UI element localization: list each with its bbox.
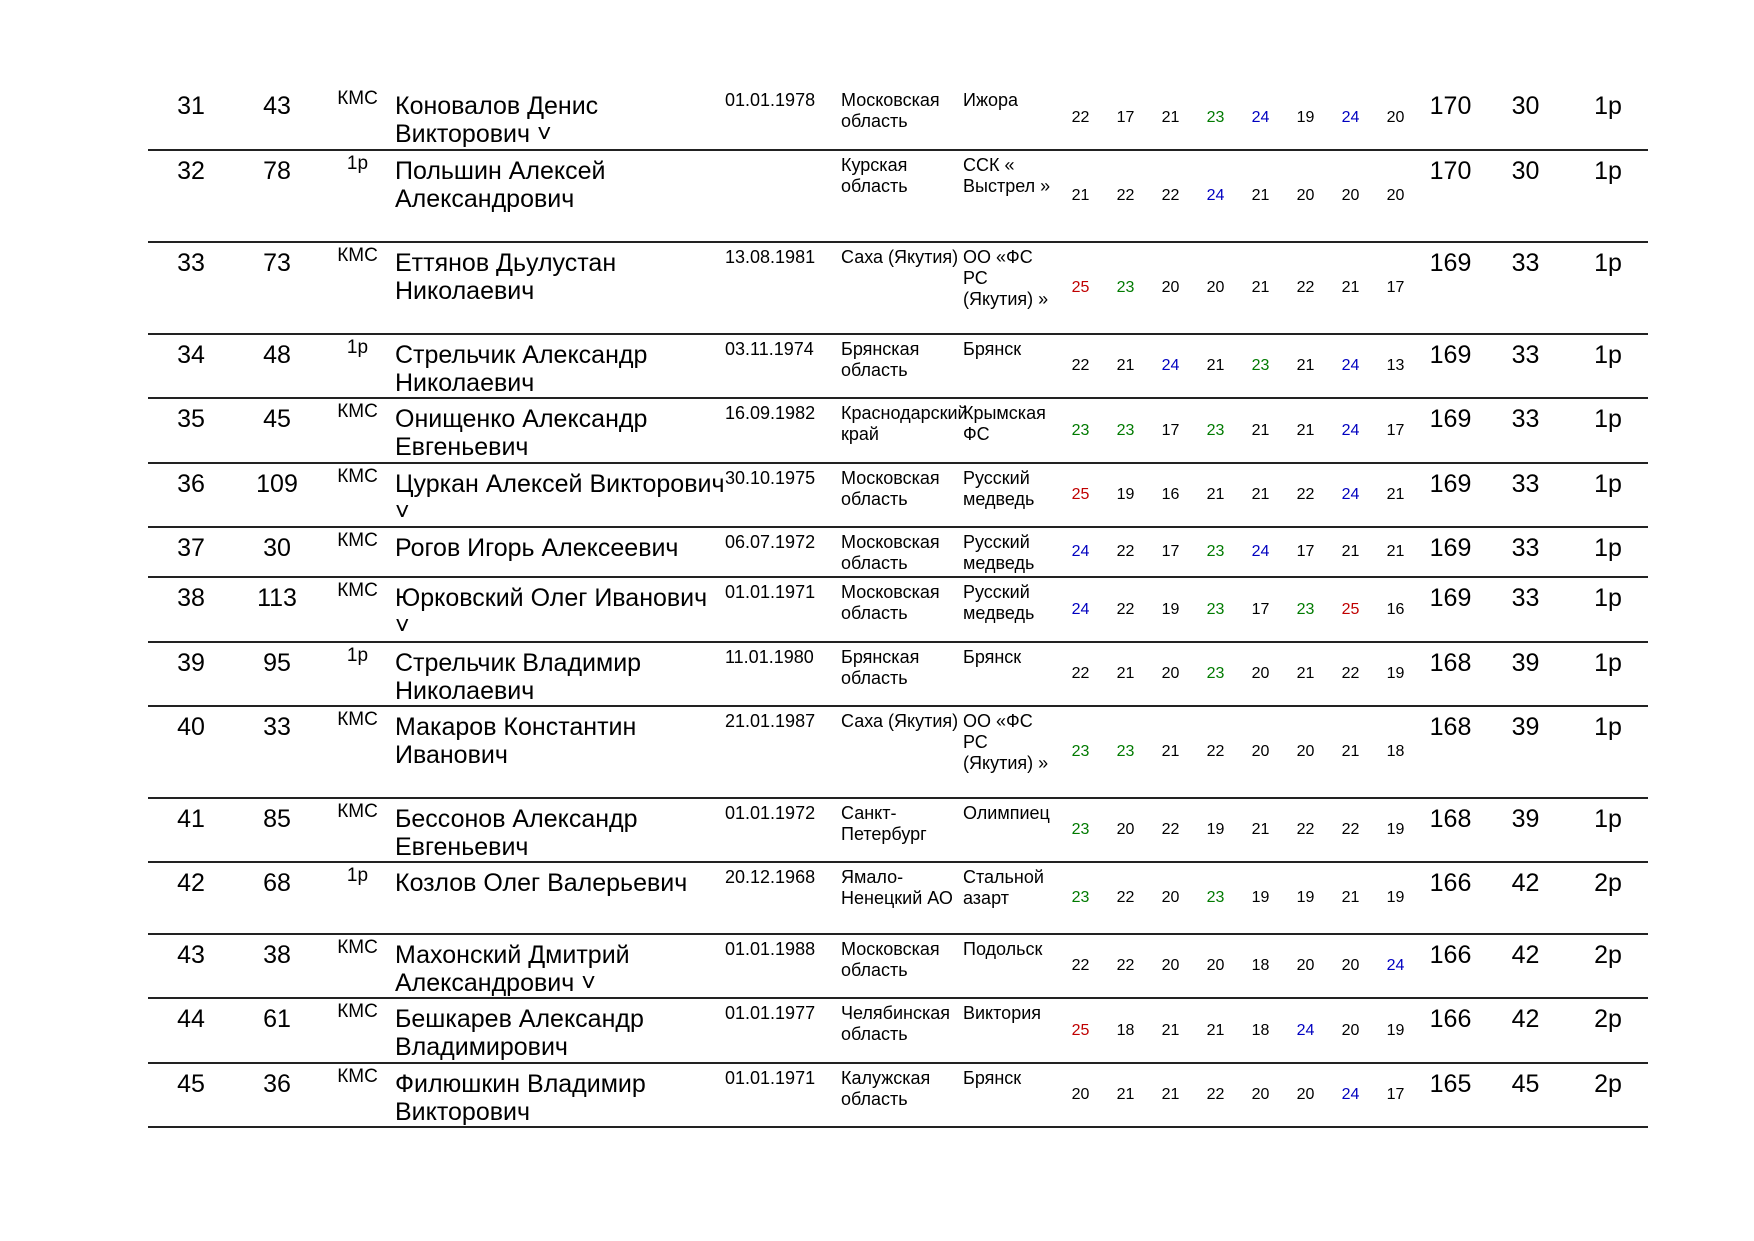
- score-cell: 19: [1373, 998, 1418, 1063]
- class-cell: 1р: [1568, 798, 1648, 862]
- rank-cell: КМС: [320, 706, 395, 798]
- score-cell: 24: [1193, 150, 1238, 242]
- score-cell: 22: [1058, 86, 1103, 150]
- class-cell: 1р: [1568, 642, 1648, 706]
- score-cell: 17: [1373, 398, 1418, 463]
- region-cell: Саха (Якутия): [841, 706, 963, 798]
- table-row: [148, 998, 1648, 1063]
- rank-cell: КМС: [320, 998, 395, 1063]
- bib-number-cell: 61: [234, 998, 320, 1063]
- score-cell: 23: [1058, 706, 1103, 798]
- region-cell: Челябинская область: [841, 998, 963, 1063]
- table-row: [148, 577, 1648, 642]
- bib-number-cell: 38: [234, 934, 320, 998]
- birth-date-cell: 03.11.1974: [725, 334, 841, 398]
- bib-number-cell: 95: [234, 642, 320, 706]
- bib-number-cell: 68: [234, 862, 320, 934]
- score-cell: 20: [1373, 150, 1418, 242]
- rank-cell: 1р: [320, 334, 395, 398]
- place-cell: 42: [148, 862, 234, 934]
- class-cell: 1р: [1568, 150, 1648, 242]
- score-cell: 24: [1373, 934, 1418, 998]
- score-cell: 21: [1283, 334, 1328, 398]
- athlete-name-cell: Стрельчик Александр Николаевич: [395, 334, 725, 398]
- athlete-name-cell: Онищенко Александр Евгеньевич: [395, 398, 725, 463]
- score-cell: 20: [1283, 1063, 1328, 1127]
- bib-number-cell: 43: [234, 86, 320, 150]
- table-row: [148, 527, 1648, 577]
- score-cell: 23: [1103, 398, 1148, 463]
- score-cell: 19: [1373, 862, 1418, 934]
- rank-cell: 1р: [320, 642, 395, 706]
- place-cell: 37: [148, 527, 234, 577]
- birth-date-cell: 16.09.1982: [725, 398, 841, 463]
- region-cell: Брянская область: [841, 334, 963, 398]
- score-cell: 20: [1148, 642, 1193, 706]
- table-row: [148, 1063, 1648, 1127]
- score-cell: 19: [1373, 798, 1418, 862]
- table-row: [148, 798, 1648, 862]
- table-row: [148, 242, 1648, 334]
- club-cell: Стальной азарт: [963, 862, 1058, 934]
- region-cell: Московская область: [841, 934, 963, 998]
- score-cell: 17: [1148, 398, 1193, 463]
- bib-number-cell: 33: [234, 706, 320, 798]
- score-cell: 21: [1238, 798, 1283, 862]
- score-cell: 23: [1058, 798, 1103, 862]
- score-cell: 24: [1328, 1063, 1373, 1127]
- score-cell: 16: [1148, 463, 1193, 527]
- club-cell: Русский медведь: [963, 527, 1058, 577]
- rank-cell: КМС: [320, 398, 395, 463]
- region-cell: Ямало-Ненецкий АО: [841, 862, 963, 934]
- score-cell: 21: [1238, 463, 1283, 527]
- score-cell: 21: [1148, 998, 1193, 1063]
- bib-number-cell: 45: [234, 398, 320, 463]
- score-cell: 21: [1148, 1063, 1193, 1127]
- rank-cell: КМС: [320, 577, 395, 642]
- score-cell: 22: [1283, 242, 1328, 334]
- place-cell: 39: [148, 642, 234, 706]
- rank-cell: КМС: [320, 86, 395, 150]
- club-cell: Ижора: [963, 86, 1058, 150]
- score-cell: 20: [1148, 242, 1193, 334]
- score-cell: 25: [1058, 463, 1103, 527]
- club-cell: ОО «ФС РС (Якутия) »: [963, 706, 1058, 798]
- score-cell: 22: [1103, 150, 1148, 242]
- class-cell: 2р: [1568, 862, 1648, 934]
- club-cell: Русский медведь: [963, 577, 1058, 642]
- score-cell: 19: [1283, 86, 1328, 150]
- table-row: [148, 398, 1648, 463]
- position-cell: 39: [1483, 642, 1568, 706]
- score-cell: 20: [1148, 934, 1193, 998]
- total-cell: 169: [1418, 527, 1483, 577]
- score-cell: 22: [1328, 798, 1373, 862]
- score-cell: 20: [1283, 934, 1328, 998]
- rank-cell: КМС: [320, 798, 395, 862]
- athlete-name-cell: Бешкарев Александр Владимирович: [395, 998, 725, 1063]
- athlete-name-cell: Коновалов Денис Викторович ˅: [395, 86, 725, 150]
- club-cell: Русский медведь: [963, 463, 1058, 527]
- class-cell: 1р: [1568, 86, 1648, 150]
- total-cell: 165: [1418, 1063, 1483, 1127]
- club-cell: ОО «ФС РС (Якутия) »: [963, 242, 1058, 334]
- athlete-name-cell: Рогов Игорь Алексеевич: [395, 527, 725, 577]
- place-cell: 36: [148, 463, 234, 527]
- score-cell: 21: [1373, 527, 1418, 577]
- athlete-name-cell: Юрковский Олег Иванович ˅: [395, 577, 725, 642]
- score-cell: 21: [1283, 642, 1328, 706]
- score-cell: 16: [1373, 577, 1418, 642]
- birth-date-cell: 13.08.1981: [725, 242, 841, 334]
- total-cell: 170: [1418, 86, 1483, 150]
- position-cell: 33: [1483, 527, 1568, 577]
- position-cell: 42: [1483, 862, 1568, 934]
- score-cell: 21: [1148, 706, 1193, 798]
- score-cell: 22: [1328, 642, 1373, 706]
- position-cell: 39: [1483, 706, 1568, 798]
- bib-number-cell: 48: [234, 334, 320, 398]
- score-cell: 20: [1238, 1063, 1283, 1127]
- athlete-name-cell: Еттянов Дьулустан Николаевич: [395, 242, 725, 334]
- region-cell: Курская область: [841, 150, 963, 242]
- score-cell: 21: [1193, 463, 1238, 527]
- score-cell: 19: [1283, 862, 1328, 934]
- score-cell: 23: [1193, 577, 1238, 642]
- results-table: [148, 86, 1648, 1128]
- region-cell: Краснодарский край: [841, 398, 963, 463]
- total-cell: 166: [1418, 998, 1483, 1063]
- position-cell: 39: [1483, 798, 1568, 862]
- score-cell: 20: [1058, 1063, 1103, 1127]
- region-cell: Московская область: [841, 463, 963, 527]
- region-cell: Санкт-Петербург: [841, 798, 963, 862]
- place-cell: 45: [148, 1063, 234, 1127]
- score-cell: 20: [1373, 86, 1418, 150]
- birth-date-cell: 30.10.1975: [725, 463, 841, 527]
- total-cell: 168: [1418, 642, 1483, 706]
- birth-date-cell: 01.01.1988: [725, 934, 841, 998]
- score-cell: 23: [1193, 527, 1238, 577]
- birth-date-cell: 20.12.1968: [725, 862, 841, 934]
- rank-cell: КМС: [320, 463, 395, 527]
- score-cell: 19: [1238, 862, 1283, 934]
- table-row: [148, 86, 1648, 150]
- bib-number-cell: 78: [234, 150, 320, 242]
- rank-cell: КМС: [320, 242, 395, 334]
- region-cell: Калужская область: [841, 1063, 963, 1127]
- score-cell: 20: [1193, 934, 1238, 998]
- position-cell: 30: [1483, 86, 1568, 150]
- athlete-name-cell: Козлов Олег Валерьевич: [395, 862, 725, 934]
- position-cell: 45: [1483, 1063, 1568, 1127]
- score-cell: 23: [1193, 862, 1238, 934]
- bib-number-cell: 30: [234, 527, 320, 577]
- score-cell: 21: [1238, 398, 1283, 463]
- score-cell: 21: [1283, 398, 1328, 463]
- total-cell: 168: [1418, 706, 1483, 798]
- class-cell: 1р: [1568, 242, 1648, 334]
- score-cell: 24: [1058, 527, 1103, 577]
- class-cell: 2р: [1568, 934, 1648, 998]
- score-cell: 18: [1373, 706, 1418, 798]
- total-cell: 166: [1418, 862, 1483, 934]
- score-cell: 22: [1058, 642, 1103, 706]
- total-cell: 166: [1418, 934, 1483, 998]
- score-cell: 21: [1328, 706, 1373, 798]
- total-cell: 168: [1418, 798, 1483, 862]
- score-cell: 18: [1103, 998, 1148, 1063]
- region-cell: Московская область: [841, 86, 963, 150]
- score-cell: 22: [1103, 934, 1148, 998]
- score-cell: 19: [1103, 463, 1148, 527]
- score-cell: 23: [1058, 398, 1103, 463]
- score-cell: 22: [1103, 862, 1148, 934]
- region-cell: Московская область: [841, 577, 963, 642]
- rank-cell: 1р: [320, 862, 395, 934]
- score-cell: 20: [1328, 998, 1373, 1063]
- athlete-name-cell: Макаров Константин Иванович: [395, 706, 725, 798]
- score-cell: 21: [1328, 527, 1373, 577]
- total-cell: 169: [1418, 334, 1483, 398]
- athlete-name-cell: Польшин Алексей Александрович: [395, 150, 725, 242]
- score-cell: 22: [1193, 1063, 1238, 1127]
- position-cell: 42: [1483, 998, 1568, 1063]
- score-cell: 20: [1238, 706, 1283, 798]
- position-cell: 33: [1483, 463, 1568, 527]
- score-cell: 21: [1103, 642, 1148, 706]
- total-cell: 170: [1418, 150, 1483, 242]
- class-cell: 2р: [1568, 1063, 1648, 1127]
- score-cell: 19: [1373, 642, 1418, 706]
- score-cell: 22: [1058, 934, 1103, 998]
- table-row: [148, 463, 1648, 527]
- table-row: [148, 862, 1648, 934]
- place-cell: 35: [148, 398, 234, 463]
- score-cell: 20: [1283, 150, 1328, 242]
- club-cell: Виктория: [963, 998, 1058, 1063]
- position-cell: 33: [1483, 398, 1568, 463]
- place-cell: 40: [148, 706, 234, 798]
- score-cell: 22: [1103, 577, 1148, 642]
- birth-date-cell: 01.01.1977: [725, 998, 841, 1063]
- score-cell: 20: [1103, 798, 1148, 862]
- birth-date-cell: 11.01.1980: [725, 642, 841, 706]
- total-cell: 169: [1418, 463, 1483, 527]
- club-cell: Олимпиец: [963, 798, 1058, 862]
- score-cell: 20: [1328, 934, 1373, 998]
- birth-date-cell: 01.01.1971: [725, 1063, 841, 1127]
- score-cell: 25: [1058, 242, 1103, 334]
- club-cell: Брянск: [963, 1063, 1058, 1127]
- score-cell: 17: [1238, 577, 1283, 642]
- athlete-name-cell: Махонский Дмитрий Александрович ˅: [395, 934, 725, 998]
- score-cell: 22: [1103, 527, 1148, 577]
- birth-date-cell: 01.01.1972: [725, 798, 841, 862]
- table-row: [148, 934, 1648, 998]
- athlete-name-cell: Филюшкин Владимир Викторович: [395, 1063, 725, 1127]
- athlete-name-cell: Цуркан Алексей Викторович ˅: [395, 463, 725, 527]
- score-cell: 24: [1328, 398, 1373, 463]
- class-cell: 2р: [1568, 998, 1648, 1063]
- class-cell: 1р: [1568, 706, 1648, 798]
- score-cell: 24: [1238, 86, 1283, 150]
- total-cell: 169: [1418, 398, 1483, 463]
- club-cell: Подольск: [963, 934, 1058, 998]
- score-cell: 22: [1058, 334, 1103, 398]
- score-cell: 18: [1238, 998, 1283, 1063]
- birth-date-cell: [725, 150, 841, 242]
- score-cell: 21: [1328, 242, 1373, 334]
- score-cell: 20: [1148, 862, 1193, 934]
- class-cell: 1р: [1568, 398, 1648, 463]
- score-cell: 22: [1193, 706, 1238, 798]
- total-cell: 169: [1418, 577, 1483, 642]
- position-cell: 33: [1483, 577, 1568, 642]
- bib-number-cell: 73: [234, 242, 320, 334]
- score-cell: 21: [1238, 242, 1283, 334]
- score-cell: 21: [1193, 334, 1238, 398]
- place-cell: 31: [148, 86, 234, 150]
- bib-number-cell: 109: [234, 463, 320, 527]
- score-cell: 23: [1283, 577, 1328, 642]
- score-cell: 24: [1328, 334, 1373, 398]
- score-cell: 21: [1238, 150, 1283, 242]
- birth-date-cell: 06.07.1972: [725, 527, 841, 577]
- results-body: [148, 86, 1648, 1127]
- class-cell: 1р: [1568, 577, 1648, 642]
- score-cell: 17: [1373, 242, 1418, 334]
- club-cell: Крымская ФС: [963, 398, 1058, 463]
- score-cell: 24: [1148, 334, 1193, 398]
- rank-cell: КМС: [320, 934, 395, 998]
- club-cell: Брянск: [963, 334, 1058, 398]
- score-cell: 17: [1103, 86, 1148, 150]
- birth-date-cell: 01.01.1978: [725, 86, 841, 150]
- score-cell: 22: [1148, 150, 1193, 242]
- class-cell: 1р: [1568, 463, 1648, 527]
- position-cell: 33: [1483, 242, 1568, 334]
- athlete-name-cell: Бессонов Александр Евгеньевич: [395, 798, 725, 862]
- score-cell: 23: [1193, 398, 1238, 463]
- region-cell: Брянская область: [841, 642, 963, 706]
- rank-cell: КМС: [320, 1063, 395, 1127]
- score-cell: 19: [1148, 577, 1193, 642]
- score-cell: 25: [1058, 998, 1103, 1063]
- score-cell: 23: [1193, 86, 1238, 150]
- score-cell: 17: [1148, 527, 1193, 577]
- score-cell: 22: [1283, 798, 1328, 862]
- score-cell: 24: [1328, 86, 1373, 150]
- total-cell: 169: [1418, 242, 1483, 334]
- rank-cell: 1р: [320, 150, 395, 242]
- club-cell: Брянск: [963, 642, 1058, 706]
- birth-date-cell: 01.01.1971: [725, 577, 841, 642]
- region-cell: Саха (Якутия): [841, 242, 963, 334]
- score-cell: 13: [1373, 334, 1418, 398]
- table-row: [148, 334, 1648, 398]
- score-cell: 20: [1328, 150, 1373, 242]
- region-cell: Московская область: [841, 527, 963, 577]
- score-cell: 21: [1373, 463, 1418, 527]
- score-cell: 20: [1193, 242, 1238, 334]
- score-cell: 23: [1103, 242, 1148, 334]
- score-cell: 21: [1148, 86, 1193, 150]
- place-cell: 38: [148, 577, 234, 642]
- place-cell: 41: [148, 798, 234, 862]
- score-cell: 17: [1283, 527, 1328, 577]
- class-cell: 1р: [1568, 334, 1648, 398]
- score-cell: 23: [1103, 706, 1148, 798]
- place-cell: 43: [148, 934, 234, 998]
- score-cell: 20: [1238, 642, 1283, 706]
- place-cell: 33: [148, 242, 234, 334]
- score-cell: 21: [1328, 862, 1373, 934]
- position-cell: 30: [1483, 150, 1568, 242]
- score-cell: 24: [1058, 577, 1103, 642]
- score-cell: 21: [1103, 1063, 1148, 1127]
- score-cell: 25: [1328, 577, 1373, 642]
- position-cell: 33: [1483, 334, 1568, 398]
- club-cell: ССК « Выстрел »: [963, 150, 1058, 242]
- score-cell: 21: [1103, 334, 1148, 398]
- place-cell: 44: [148, 998, 234, 1063]
- score-cell: 18: [1238, 934, 1283, 998]
- score-cell: 24: [1238, 527, 1283, 577]
- score-cell: 22: [1283, 463, 1328, 527]
- place-cell: 34: [148, 334, 234, 398]
- table-row: [148, 706, 1648, 798]
- bib-number-cell: 113: [234, 577, 320, 642]
- score-cell: 17: [1373, 1063, 1418, 1127]
- position-cell: 42: [1483, 934, 1568, 998]
- score-cell: 23: [1238, 334, 1283, 398]
- athlete-name-cell: Стрельчик Владимир Николаевич: [395, 642, 725, 706]
- score-cell: 24: [1283, 998, 1328, 1063]
- table-row: [148, 150, 1648, 242]
- score-cell: 23: [1193, 642, 1238, 706]
- class-cell: 1р: [1568, 527, 1648, 577]
- place-cell: 32: [148, 150, 234, 242]
- table-row: [148, 642, 1648, 706]
- score-cell: 24: [1328, 463, 1373, 527]
- score-cell: 21: [1193, 998, 1238, 1063]
- score-cell: 23: [1058, 862, 1103, 934]
- rank-cell: КМС: [320, 527, 395, 577]
- birth-date-cell: 21.01.1987: [725, 706, 841, 798]
- bib-number-cell: 36: [234, 1063, 320, 1127]
- score-cell: 22: [1148, 798, 1193, 862]
- score-cell: 21: [1058, 150, 1103, 242]
- bib-number-cell: 85: [234, 798, 320, 862]
- score-cell: 20: [1283, 706, 1328, 798]
- score-cell: 19: [1193, 798, 1238, 862]
